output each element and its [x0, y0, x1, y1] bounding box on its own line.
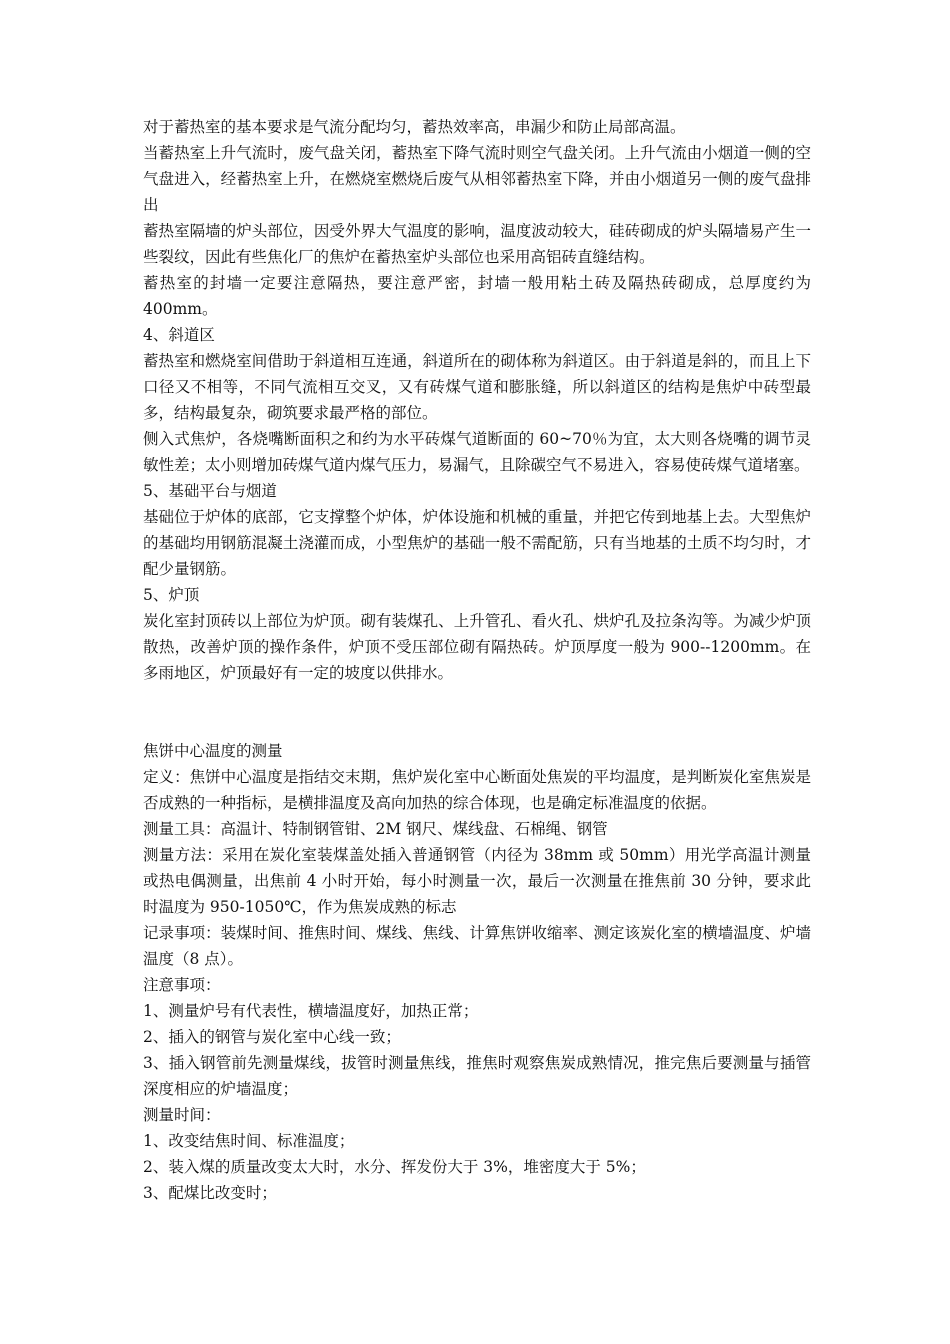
paragraph: 当蓄热室上升气流时，废气盘关闭，蓄热室下降气流时则空气盘关闭。上升气流由小烟道一侧的空气盘进入，经蓄热室上升，在燃烧室燃烧后废气从相邻蓄热室下降，并由小烟道另一侧的废气盘排出	[143, 144, 811, 214]
section-title: 焦饼中心温度的测量	[143, 742, 283, 760]
section-heading: 5、基础平台与烟道	[143, 482, 277, 500]
paragraph: 测量工具：高温计、特制钢管钳、2M 钢尺、煤线盘、石棉绳、钢管	[143, 820, 608, 838]
paragraph: 对于蓄热室的基本要求是气流分配均匀，蓄热效率高，串漏少和防止局部高温。	[143, 118, 686, 136]
section-heading: 5、炉顶	[143, 586, 200, 604]
section-heading: 4、斜道区	[143, 326, 215, 344]
list-item: 1、改变结焦时间、标准温度；	[143, 1132, 355, 1150]
paragraph: 蓄热室和燃烧室间借助于斜道相互连通，斜道所在的砌体称为斜道区。由于斜道是斜的，而且上下口径又不相等，不同气流相互交叉，又有砖煤气道和膨胀缝，所以斜道区的结构是焦炉中砖型最多，结构最复杂，砌筑要求最严格的部位。	[143, 352, 811, 422]
paragraph: 基础位于炉体的底部，它支撑整个炉体，炉体设施和机械的重量，并把它传到地基上去。大型焦炉的基础均用钢筋混凝土浇灌而成，小型焦炉的基础一般不需配筋，只有当地基的土质不均匀时，才配少量钢筋。	[143, 508, 811, 578]
list-heading: 注意事项：	[143, 976, 221, 994]
paragraph: 蓄热室隔墙的炉头部位，因受外界大气温度的影响，温度波动较大，硅砖砌成的炉头隔墙易产生一些裂纹，因此有些焦化厂的焦炉在蓄热室炉头部位也采用高铝砖直缝结构。	[143, 222, 811, 266]
list-item: 2、插入的钢管与炭化室中心线一致；	[143, 1028, 401, 1046]
paragraph: 记录事项：装煤时间、推焦时间、煤线、焦线、计算焦饼收缩率、测定该炭化室的横墙温度、炉墙温度（8 点）。	[143, 924, 811, 968]
list-item: 3、配煤比改变时；	[143, 1184, 277, 1202]
list-item: 1、测量炉号有代表性，横墙温度好，加热正常；	[143, 1002, 479, 1020]
paragraph: 蓄热室的封墙一定要注意隔热，要注意严密，封墙一般用粘土砖及隔热砖砌成，总厚度约为400mm。	[143, 274, 811, 318]
list-item: 2、装入煤的质量改变太大时，水分、挥发份大于 3%，堆密度大于 5%；	[143, 1158, 646, 1176]
paragraph: 炭化室封顶砖以上部位为炉顶。砌有装煤孔、上升管孔、看火孔、烘炉孔及拉条沟等。为减少炉顶散热，改善炉顶的操作条件，炉顶不受压部位砌有隔热砖。炉顶厚度一般为 900--1200mm。在多雨地区，炉顶最好有一定的坡度以供排水。	[143, 612, 811, 682]
section-spacer	[143, 686, 811, 738]
section-coke-oven-structure	[143, 114, 811, 686]
paragraph: 定义：焦饼中心温度是指结交末期，焦炉炭化室中心断面处焦炭的平均温度，是判断炭化室焦炭是否成熟的一种指标，是横排温度及高向加热的综合体现，也是确定标准温度的依据。	[143, 768, 811, 812]
list-heading: 测量时间：	[143, 1106, 221, 1124]
section-coke-center-temperature	[143, 738, 811, 1206]
paragraph: 测量方法：采用在炭化室装煤盖处插入普通钢管（内径为 38mm 或 50mm）用光学高温计测量或热电偶测量，出焦前 4 小时开始，每小时测量一次，最后一次测量在推焦前 30 分钟，要求此时温度为 950-1050℃，作为焦炭成熟的标志	[143, 846, 811, 916]
list-item: 3、插入钢管前先测量煤线，拔管时测量焦线，推焦时观察焦炭成熟情况，推完焦后要测量与插管深度相应的炉墙温度；	[143, 1054, 811, 1098]
document-page	[143, 114, 811, 1206]
paragraph: 侧入式焦炉，各烧嘴断面积之和约为水平砖煤气道断面的 60~70％为宜，太大则各烧嘴的调节灵敏性差；太小则增加砖煤气道内煤气压力，易漏气，且除碳空气不易进入，容易使砖煤气道堵塞。	[143, 430, 811, 474]
